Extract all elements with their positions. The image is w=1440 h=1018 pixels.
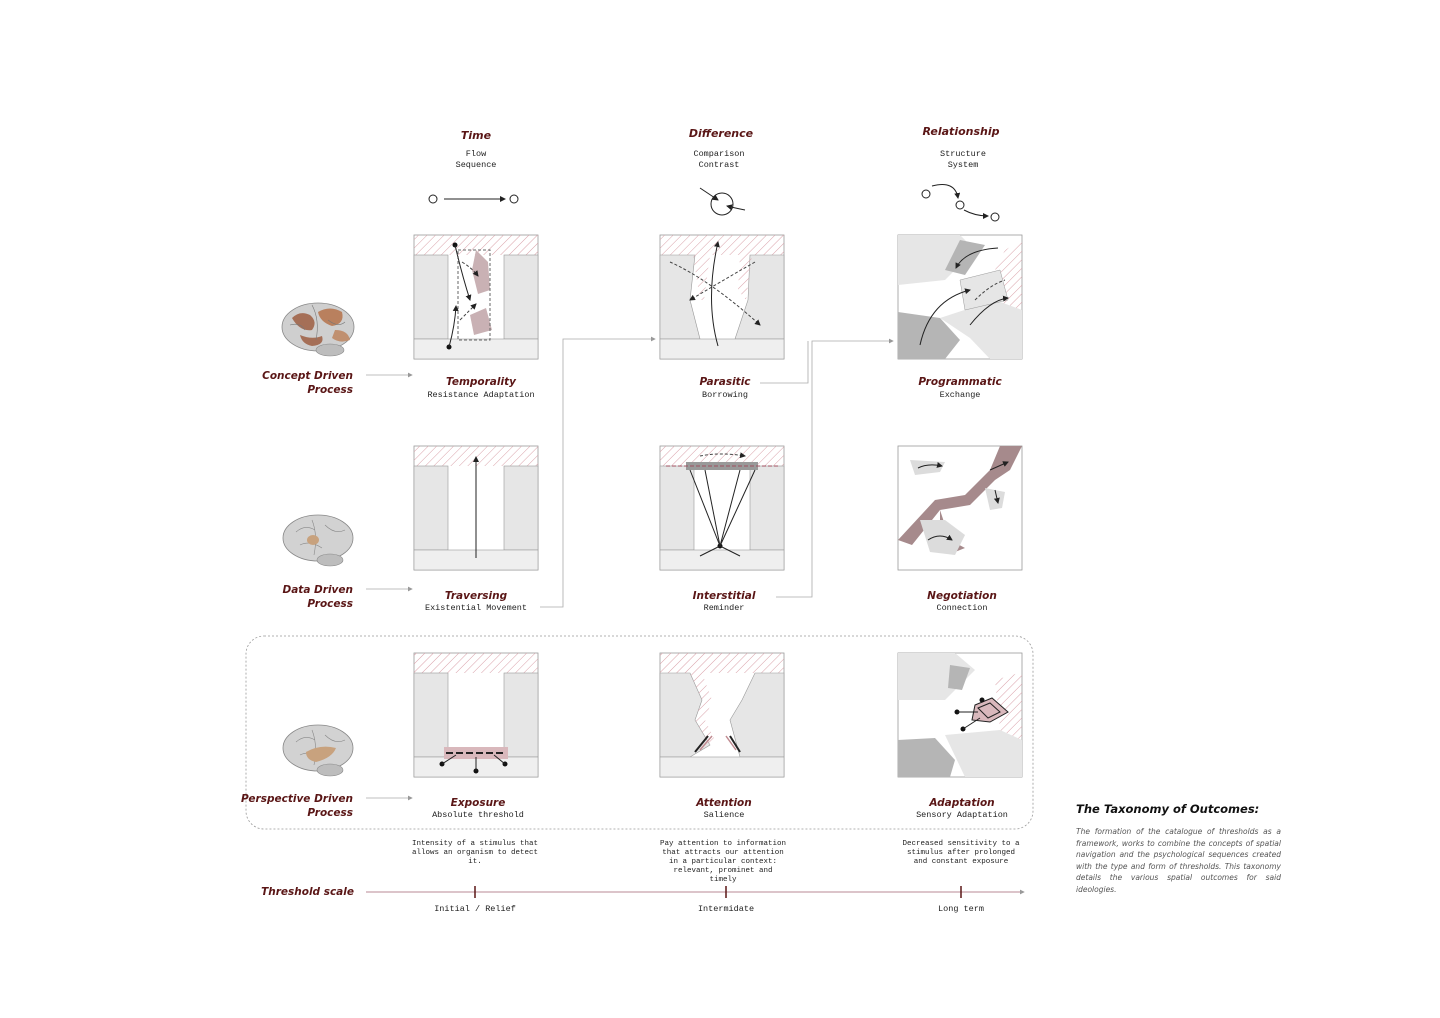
- taxonomy-body: The formation of the catalogue of thresholds as a framework, works to combine the concepts of spatial navigation and the psychological sequences created with the type and form of thresholds. This taxonomy details the various spatial outcomes for said ideologies.: [1076, 827, 1281, 894]
- column-title-time: Time: [460, 129, 492, 142]
- scale-tick-long-term: Long term: [938, 904, 984, 914]
- column-keywords-time: Flow Sequence: [455, 149, 497, 170]
- column-title-relationship: Relationship: [922, 125, 1000, 138]
- cell-title-programmatic: Programmatic: [918, 376, 1002, 388]
- cell-sub-attention: Salience: [703, 810, 745, 820]
- cell-title-adaptation: Adaptation: [929, 797, 995, 809]
- diagram-exposure: [414, 653, 538, 777]
- cell-sub-interstitial: Reminder: [703, 603, 745, 613]
- diagram-interstitial: [660, 446, 784, 570]
- time-icon: [429, 195, 518, 203]
- diagram-negotiation: [898, 446, 1022, 570]
- cell-title-attention: Attention: [696, 797, 752, 809]
- cell-sub-adaptation: Sensory Adaptation: [916, 810, 1008, 820]
- brain-perspective-icon: [283, 725, 353, 776]
- column-keywords-difference: Comparison Contrast: [693, 149, 745, 170]
- taxonomy-title: The Taxonomy of Outcomes:: [1076, 802, 1260, 816]
- diagram-programmatic: [898, 235, 1022, 359]
- diagram-adaptation: [898, 653, 1022, 777]
- diagram-traversing: [414, 446, 538, 570]
- brain-data-icon: [283, 515, 353, 566]
- cell-sub-traversing: Existential Movement: [424, 603, 528, 613]
- scale-tick-intermediate: Intermidate: [697, 904, 755, 914]
- difference-icon: [700, 188, 745, 215]
- description-exposure: Intensity of a stimulus that allows an organism to detect it.: [411, 840, 539, 866]
- relationship-icon: [922, 185, 999, 222]
- row-label-concept: Concept Driven Process: [262, 370, 353, 396]
- row-label-perspective: Perspective Driven Process: [241, 793, 353, 819]
- column-keywords-relationship: Structure System: [940, 149, 986, 170]
- cell-title-parasitic: Parasitic: [699, 376, 751, 388]
- description-adaptation: Decreased sensitivity to a stimulus after prolonged and constant exposure: [902, 840, 1020, 866]
- description-attention: Pay attention to information that attracts our attention in a particular context: relevant, prominet and timely: [659, 840, 787, 884]
- diagram-attention: [660, 653, 784, 777]
- brain-concept-icon: [282, 303, 354, 356]
- column-title-difference: Difference: [688, 127, 754, 140]
- threshold-scale-label: Threshold scale: [261, 886, 354, 898]
- row-label-data: Data Driven Process: [282, 584, 353, 610]
- cell-title-negotiation: Negotiation: [927, 590, 997, 602]
- cell-title-traversing: Traversing: [444, 590, 508, 602]
- cell-sub-parasitic: Borrowing: [702, 390, 748, 400]
- cell-sub-exposure: Absolute threshold: [432, 810, 524, 820]
- cell-title-temporality: Temporality: [446, 376, 516, 388]
- cell-sub-negotiation: Connection: [936, 603, 988, 613]
- diagram-parasitic: [660, 235, 784, 359]
- cell-title-exposure: Exposure: [450, 797, 506, 809]
- cell-title-interstitial: Interstitial: [692, 590, 756, 602]
- scale-tick-initial: Initial / Relief: [434, 904, 516, 914]
- cell-sub-temporality: Resistance Adaptation: [427, 390, 535, 400]
- diagram-temporality: [414, 235, 538, 359]
- cell-sub-programmatic: Exchange: [939, 390, 981, 400]
